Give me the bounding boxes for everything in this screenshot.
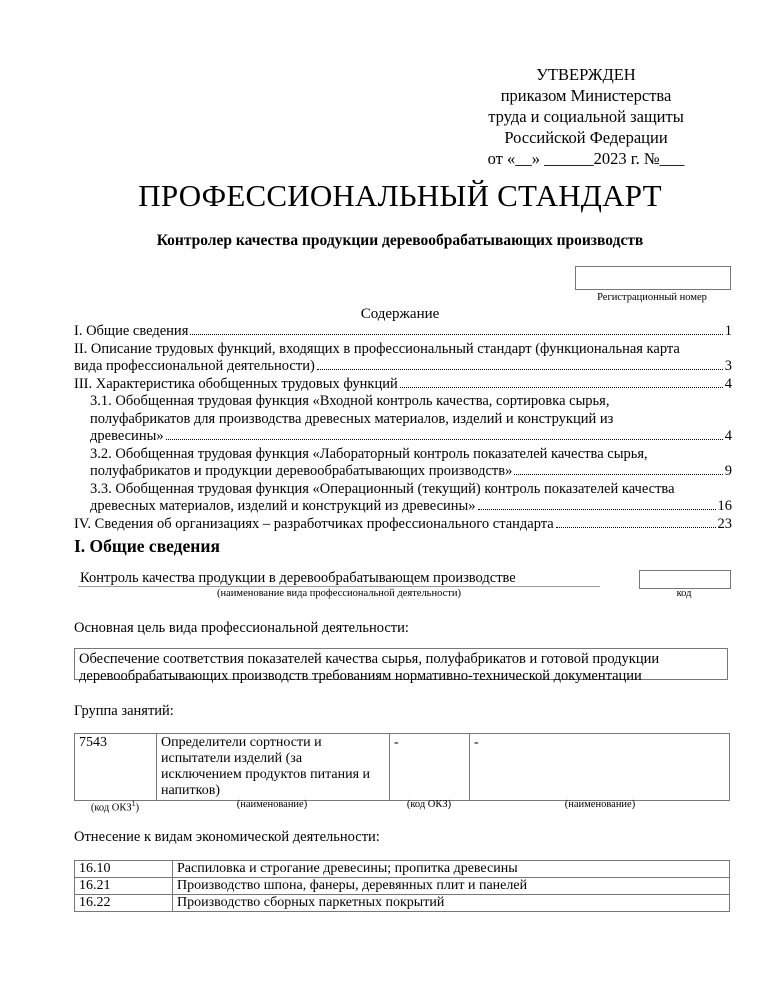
economic-activity-table [74,860,730,912]
toc-entry-text: полуфабрикатов для производства древесных материалов, изделий и конструкций из [90,410,614,427]
goal-label: Основная цель вида профессиональной деятельности: [74,620,409,636]
table-row [75,895,730,912]
occupation-name-cell: - [470,734,730,801]
toc-entry[interactable] [74,323,732,341]
occ-name-caption-2: (наименование) [564,799,636,810]
activity-caption: (наименование вида профессиональной деятельности) [217,588,461,599]
table-of-contents [74,323,732,533]
registration-number-label: Регистрационный номер [597,292,707,303]
approval-line: УТВЕРЖДЕН [536,65,636,84]
toc-entry[interactable] [74,516,732,534]
caption-text: (код ОКЗ [90,802,132,814]
toc-page-number: 23 [717,515,732,532]
occupation-code-cell: 7543 [75,734,157,801]
econ-name-cell: Распиловка и строгание древесины; пропитка древесины [173,861,730,878]
toc-page-number: 1 [724,323,732,339]
toc-entry-text: II. Описание трудовых функций, входящих в профессиональный стандарт (функциональная карта [74,340,680,357]
approval-line: Российской Федерации [504,128,668,147]
toc-page-number: 4 [724,428,732,444]
approval-line: труда и социальной защиты [488,107,684,126]
table-row [75,878,730,895]
toc-entry-text: IV. Сведения об организациях – разработчиках профессионального стандарта [74,515,554,532]
section-heading: I. Общие сведения [74,536,220,556]
toc-page-number: 3 [724,358,732,374]
code-caption: код [676,588,692,599]
toc-entry-text: древесных материалов, изделий и конструкций из древесины» [90,498,476,514]
table-row [75,861,730,878]
document-subtitle: Контролер качества продукции деревообрабатывающих производств [156,232,644,249]
toc-leader [166,439,723,440]
approval-line: от «__» ______2023 г. №___ [487,149,685,168]
table-row [75,734,730,801]
toc-entry-text: вида профессиональной деятельности) [74,358,315,374]
toc-leader [478,509,716,510]
occupation-code-cell: - [390,734,470,801]
goal-box [74,648,728,684]
goal-text: Обеспечение соответствия показателей качества сырья, полуфабрикатов и готовой продукции [79,651,660,667]
toc-entry[interactable] [74,341,732,376]
toc-leader [190,334,722,335]
econ-label: Отнесение к видам экономической деятельности: [74,829,380,845]
toc-entry-text: полуфабрикатов и продукции деревообрабатывающих производств» [90,463,513,479]
econ-name-cell: Производство шпона, фанеры, деревянных плит и панелей [173,878,730,895]
toc-entry[interactable] [74,393,732,446]
registration-number-box [575,266,731,290]
approval-line: приказом Министерства [500,86,672,105]
toc-leader [556,527,716,528]
toc-leader [514,474,722,475]
activity-underline [78,586,600,587]
document-title: ПРОФЕССИОНАЛЬНЫЙ СТАНДАРТ [138,178,662,213]
occ-name-caption: (наименование) [236,799,308,810]
toc-entry-text: 3.3. Обобщенная трудовая функция «Операционный (текущий) контроль показателей качества [90,480,675,497]
toc-page-number: 16 [717,498,732,514]
toc-entry-text: 3.1. Обобщенная трудовая функция «Входной контроль качества, сортировка сырья, [90,393,610,409]
econ-code-cell: 16.21 [75,878,173,895]
toc-entry[interactable] [74,446,732,481]
econ-code-cell: 16.10 [75,861,173,878]
caption-text: ) [135,802,140,814]
goal-text: деревообрабатывающих производств требованиям нормативно-технической документации [79,667,642,684]
toc-leader [317,369,723,370]
toc-page-number: 9 [724,463,732,479]
occupation-name-cell: Определители сортности и испытатели изделий (за исключением продуктов питания и напитков) [157,734,390,801]
approval-block [470,64,702,169]
footnote-mark: 1 [131,799,136,808]
toc-entry-text: I. Общие сведения [74,323,189,339]
toc-entry-text: древесины» [90,428,164,444]
activity-name: Контроль качества продукции в деревообрабатывающем производстве [80,570,516,586]
occupation-table [74,733,730,801]
toc-page-number: 4 [724,375,732,392]
econ-code-cell: 16.22 [75,895,173,912]
toc-entry[interactable] [74,481,732,516]
toc-entry-text: III. Характеристика обобщенных трудовых функций [74,375,398,392]
econ-name-cell: Производство сборных паркетных покрытий [173,895,730,912]
group-label: Группа занятий: [74,703,174,719]
toc-entry[interactable] [74,376,732,394]
toc-leader [400,387,723,388]
toc-heading: Содержание [360,306,440,322]
occ-code-caption [74,799,156,814]
code-box [639,570,731,589]
occ-code-caption-2: (код ОКЗ) [406,799,452,810]
toc-entry-text: 3.2. Обобщенная трудовая функция «Лабораторный контроль показателей качества сырья, [90,445,648,462]
